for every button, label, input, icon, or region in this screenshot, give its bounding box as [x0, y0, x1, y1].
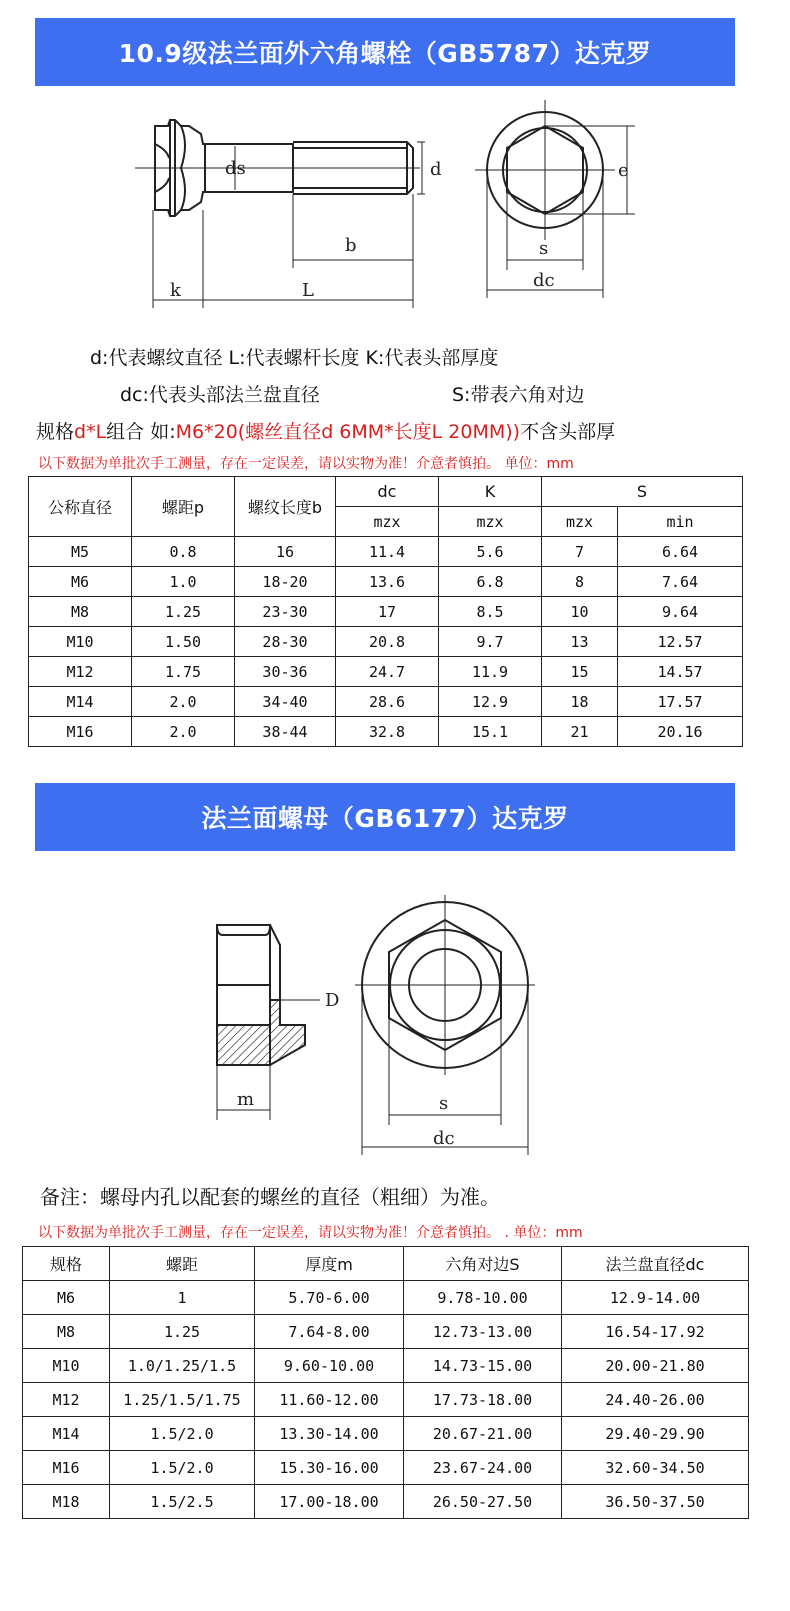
- nut-label-dc: dc: [433, 1128, 455, 1149]
- nut-top-view-drawing: [355, 890, 555, 1160]
- table-cell: 13.6: [336, 567, 439, 597]
- table-cell: 38-44: [235, 717, 336, 747]
- table-cell: 30-36: [235, 657, 336, 687]
- table-row: [23, 1349, 749, 1383]
- table-row: [29, 597, 743, 627]
- table-cell: 13: [542, 627, 618, 657]
- table-row: [23, 1281, 749, 1315]
- table-cell: 36.50-37.50: [562, 1485, 749, 1519]
- table-header-cell: 六角对边S: [404, 1247, 562, 1281]
- table-cell: M5: [29, 537, 132, 567]
- table-cell: 12.73-13.00: [404, 1315, 562, 1349]
- table-cell: 1.50: [132, 627, 235, 657]
- section1-title-banner: [35, 18, 735, 86]
- table-cell: 1.25/1.5/1.75: [110, 1383, 255, 1417]
- table-cell: M6: [29, 567, 132, 597]
- table-cell: 17: [336, 597, 439, 627]
- table-cell: 7: [542, 537, 618, 567]
- section2-measurement-note: 以下数据为单批次手工测量，存在一定误差，请以实物为准！介意者慎拍。 . 单位：mm: [38, 1225, 583, 1241]
- table-cell: 1.75: [132, 657, 235, 687]
- table-cell: 6.64: [618, 537, 743, 567]
- table-cell: 13.30-14.00: [255, 1417, 404, 1451]
- table-cell: 17.00-18.00: [255, 1485, 404, 1519]
- table-cell: 15: [542, 657, 618, 687]
- nut-label-m: m: [237, 1089, 255, 1110]
- table-cell: 15.30-16.00: [255, 1451, 404, 1485]
- th-k: K: [439, 477, 542, 507]
- th-s: S: [542, 477, 743, 507]
- table-cell: 16: [235, 537, 336, 567]
- table-cell: 2.0: [132, 687, 235, 717]
- table-row: [29, 657, 743, 687]
- table-cell: 23-30: [235, 597, 336, 627]
- th-nominal: 公称直径: [29, 477, 132, 537]
- table-cell: 12.9: [439, 687, 542, 717]
- table-cell: 1: [110, 1281, 255, 1315]
- legend-line-1: d:代表螺纹直径 L:代表螺杆长度 K:代表头部厚度: [90, 347, 499, 369]
- table-cell: 23.67-24.00: [404, 1451, 562, 1485]
- table-cell: M16: [23, 1451, 110, 1485]
- table-cell: 9.60-10.00: [255, 1349, 404, 1383]
- table-cell: M8: [29, 597, 132, 627]
- label-d: d: [430, 159, 442, 180]
- table-row: [23, 1315, 749, 1349]
- table-cell: 9.78-10.00: [404, 1281, 562, 1315]
- table-row: [29, 717, 743, 747]
- label-L: L: [302, 280, 314, 301]
- table-row: [23, 1451, 749, 1485]
- table-cell: 20.67-21.00: [404, 1417, 562, 1451]
- table-cell: M10: [23, 1349, 110, 1383]
- label-e: e: [618, 160, 629, 181]
- label-k: k: [170, 280, 181, 301]
- table-cell: 20.16: [618, 717, 743, 747]
- table-cell: 12.57: [618, 627, 743, 657]
- spec-line: [36, 417, 615, 444]
- table-row: [29, 567, 743, 597]
- table-cell: 11.4: [336, 537, 439, 567]
- bolt-top-view-drawing: [475, 98, 645, 308]
- th-dc: dc: [336, 477, 439, 507]
- table-cell: M18: [23, 1485, 110, 1519]
- table-cell: 34-40: [235, 687, 336, 717]
- label-ds: ds: [225, 158, 246, 179]
- table-cell: 1.0: [132, 567, 235, 597]
- table-cell: 8: [542, 567, 618, 597]
- table-cell: M12: [29, 657, 132, 687]
- nut-label-s: s: [439, 1093, 449, 1114]
- th-pitch: 螺距p: [132, 477, 235, 537]
- table-cell: 24.7: [336, 657, 439, 687]
- spec-prefix: 规格: [36, 421, 75, 443]
- table-row: [23, 1485, 749, 1519]
- table-cell: 1.5/2.5: [110, 1485, 255, 1519]
- nut-label-D: D: [325, 990, 340, 1011]
- table-cell: 20.00-21.80: [562, 1349, 749, 1383]
- table-cell: M12: [23, 1383, 110, 1417]
- table-cell: 12.9-14.00: [562, 1281, 749, 1315]
- th-thread-length: 螺纹长度b: [235, 477, 336, 537]
- table-cell: 2.0: [132, 717, 235, 747]
- table-cell: 16.54-17.92: [562, 1315, 749, 1349]
- table-header-cell: 规格: [23, 1247, 110, 1281]
- label-s: s: [539, 238, 549, 259]
- legend-line-2b: S:带表六角对边: [452, 384, 585, 406]
- table-cell: 18-20: [235, 567, 336, 597]
- section2-title-banner: [35, 783, 735, 851]
- table-cell: 24.40-26.00: [562, 1383, 749, 1417]
- bolt-side-view-drawing: [125, 98, 442, 318]
- spec-mid: 组合 如:: [106, 421, 176, 443]
- table-cell: 1.5/2.0: [110, 1417, 255, 1451]
- table-cell: 14.57: [618, 657, 743, 687]
- table-cell: 18: [542, 687, 618, 717]
- label-b: b: [345, 235, 357, 256]
- table-cell: 32.60-34.50: [562, 1451, 749, 1485]
- table-cell: 15.1: [439, 717, 542, 747]
- nut-side-view-drawing: [195, 905, 355, 1145]
- table-cell: 14.73-15.00: [404, 1349, 562, 1383]
- table-cell: M14: [29, 687, 132, 717]
- table-cell: 28.6: [336, 687, 439, 717]
- section2-title: 法兰面螺母（GB6177）达克罗: [201, 804, 569, 833]
- table-row: [29, 537, 743, 567]
- table-cell: 1.25: [110, 1315, 255, 1349]
- table-cell: M16: [29, 717, 132, 747]
- table-cell: 1.25: [132, 597, 235, 627]
- table-cell: 9.64: [618, 597, 743, 627]
- table-cell: 29.40-29.90: [562, 1417, 749, 1451]
- table-header-cell: 厚度m: [255, 1247, 404, 1281]
- table-cell: 32.8: [336, 717, 439, 747]
- table-cell: 5.6: [439, 537, 542, 567]
- table-header-cell: 法兰盘直径dc: [562, 1247, 749, 1281]
- table-cell: M14: [23, 1417, 110, 1451]
- table-cell: 5.70-6.00: [255, 1281, 404, 1315]
- section1-title: 10.9级法兰面外六角螺栓（GB5787）达克罗: [118, 39, 652, 68]
- legend-line-2a: dc:代表头部法兰盘直径: [120, 384, 320, 406]
- nut-spec-table: [22, 1246, 749, 1519]
- table-cell: 26.50-27.50: [404, 1485, 562, 1519]
- section1-measurement-note: 以下数据为单批次手工测量，存在一定误差，请以实物为准！介意者慎拍。 单位：mm: [38, 456, 574, 472]
- table-row: [23, 1417, 749, 1451]
- table-cell: 10: [542, 597, 618, 627]
- table-cell: 17.57: [618, 687, 743, 717]
- table-row: [23, 1383, 749, 1417]
- table-cell: 0.8: [132, 537, 235, 567]
- table-cell: 7.64-8.00: [255, 1315, 404, 1349]
- table-cell: 1.0/1.25/1.5: [110, 1349, 255, 1383]
- spec-combo: d*L: [74, 421, 107, 443]
- table-row: [29, 687, 743, 717]
- th-s-min: min: [618, 507, 743, 537]
- table-cell: 8.5: [439, 597, 542, 627]
- table-cell: 21: [542, 717, 618, 747]
- table-cell: 9.7: [439, 627, 542, 657]
- table-cell: 11.9: [439, 657, 542, 687]
- bolt-spec-table: [28, 476, 743, 747]
- table-cell: 17.73-18.00: [404, 1383, 562, 1417]
- spec-example: M6*20(螺丝直径d 6MM*长度L 20MM)): [175, 421, 521, 443]
- table-cell: 20.8: [336, 627, 439, 657]
- label-dc: dc: [533, 270, 555, 291]
- th-k-sub: mzx: [439, 507, 542, 537]
- table-cell: 11.60-12.00: [255, 1383, 404, 1417]
- th-dc-sub: mzx: [336, 507, 439, 537]
- table-cell: M6: [23, 1281, 110, 1315]
- table-cell: 6.8: [439, 567, 542, 597]
- th-s-max: mzx: [542, 507, 618, 537]
- spec-suffix: 不含头部厚: [520, 421, 616, 443]
- table-cell: M8: [23, 1315, 110, 1349]
- table-cell: 28-30: [235, 627, 336, 657]
- table-cell: M10: [29, 627, 132, 657]
- table-cell: 1.5/2.0: [110, 1451, 255, 1485]
- table-cell: 7.64: [618, 567, 743, 597]
- table-header-cell: 螺距: [110, 1247, 255, 1281]
- table-row: [29, 627, 743, 657]
- nut-remark: 备注：螺母内孔以配套的螺丝的直径（粗细）为准。: [40, 1185, 500, 1209]
